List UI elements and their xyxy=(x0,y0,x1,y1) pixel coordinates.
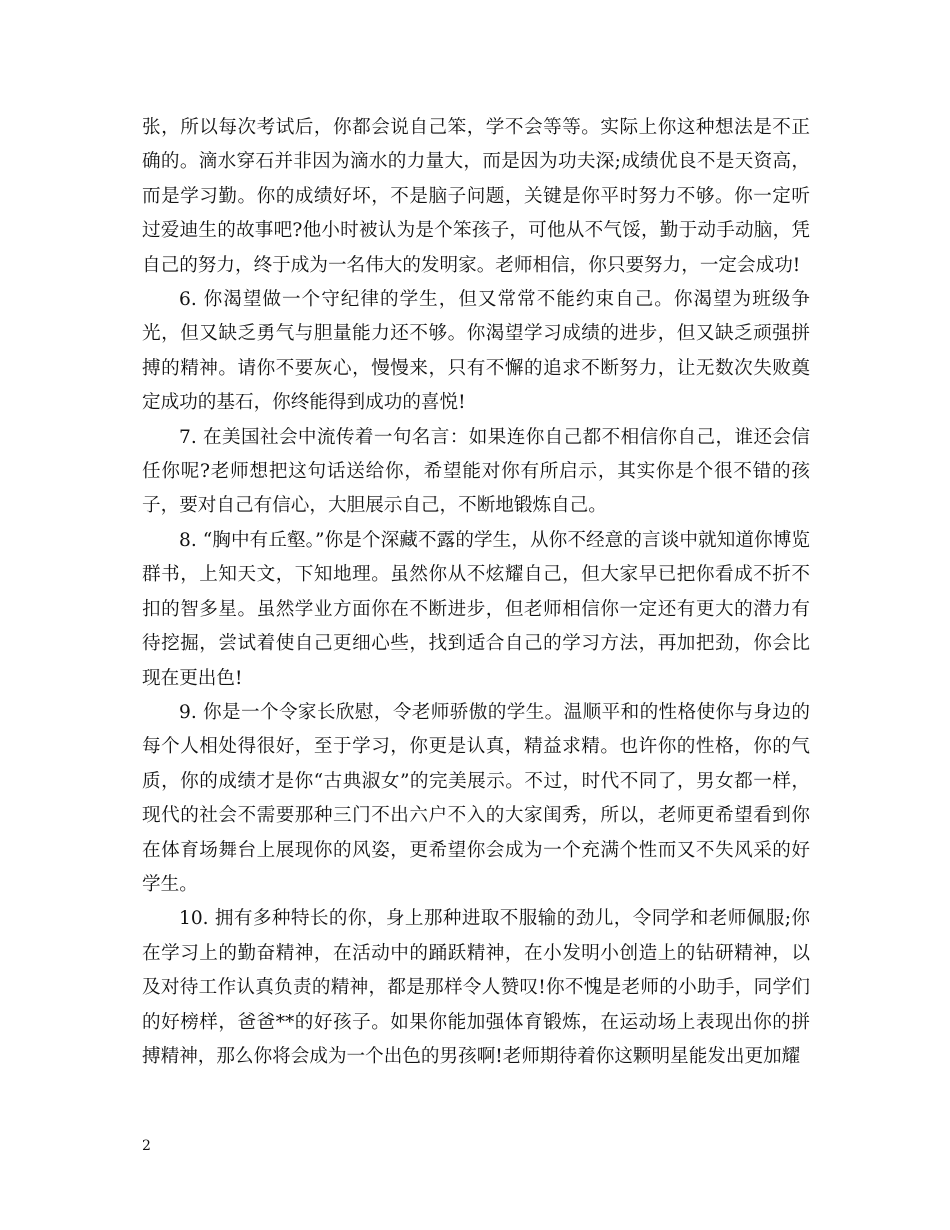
page-number: 2 xyxy=(142,1138,151,1154)
paragraph-item-8: 8. “胸中有丘壑。”你是个深藏不露的学生，从你不经意的言谈中就知道你博览群书，上知天文，下知地理。虽然你从不炫耀自己，但大家早已把你看成不折不扣的智多星。虽然学业方面你在不断进步，但老师相信你一定还有更大的潜力有待挖掘，尝试着使自己更细心些，找到适合自己的学习方法，再加把劲，你会比现在更出色! xyxy=(142,529,810,689)
paragraph-item-7: 7. 在美国社会中流传着一句名言：如果连你自己都不相信你自己，谁还会信任你呢?老师想把这句话送给你，希望能对你有所启示，其实你是个很不错的孩子，要对自己有信心，大胆展示自己，不断地锻炼自己。 xyxy=(142,426,810,517)
paragraph-item-10: 10. 拥有多种特长的你，身上那种进取不服输的劲儿，令同学和老师佩服;你在学习上的勤奋精神，在活动中的踊跃精神，在小发明小创造上的钻研精神，以及对待工作认真负责的精神，都是那样令人赞叹!你不愧是老师的小助手，同学们的好榜样，爸爸**的好孩子。如果你能加强体育锻炼，在运动场上表现出你的拼搏精神，那么你将会成为一个出色的男孩啊!老师期待着你这颗明星能发出更加耀 xyxy=(142,908,810,1067)
paragraph-item-6: 6. 你渴望做一个守纪律的学生，但又常常不能约束自己。你渴望为班级争光，但又缺乏勇气与胆量能力还不够。你渴望学习成绩的进步，但又缺乏顽强拼搏的精神。请你不要灰心，慢慢来，只有不懈的追求不断努力，让无数次失败奠定成功的基石，你终能得到成功的喜悦! xyxy=(142,289,810,414)
paragraph-continuation: 张，所以每次考试后，你都会说自己笨，学不会等等。实际上你这种想法是不正确的。滴水穿石并非因为滴水的力量大，而是因为功夫深;成绩优良不是天资高，而是学习勤。你的成绩好坏，不是脑子问题，关键是你平时努力不够。你一定听过爱迪生的故事吧?他小时被认为是个笨孩子，可他从不气馁，勤于动手动脑，凭自己的努力，终于成为一名伟大的发明家。老师相信，你只要努力，一定会成功! xyxy=(142,117,810,276)
paragraph-item-9: 9. 你是一个令家长欣慰，令老师骄傲的学生。温顺平和的性格使你与身边的每个人相处得很好，至于学习，你更是认真，精益求精。也许你的性格，你的气质，你的成绩才是你“古典淑女”的完美展示。不过，时代不同了，男女都一样，现代的社会不需要那种三门不出六户不入的大家闺秀，所以，老师更希望看到你在体育场舞台上展现你的风姿，更希望你会成为一个充满个性而又不失风采的好学生。 xyxy=(142,701,810,895)
document-body xyxy=(142,111,810,1074)
